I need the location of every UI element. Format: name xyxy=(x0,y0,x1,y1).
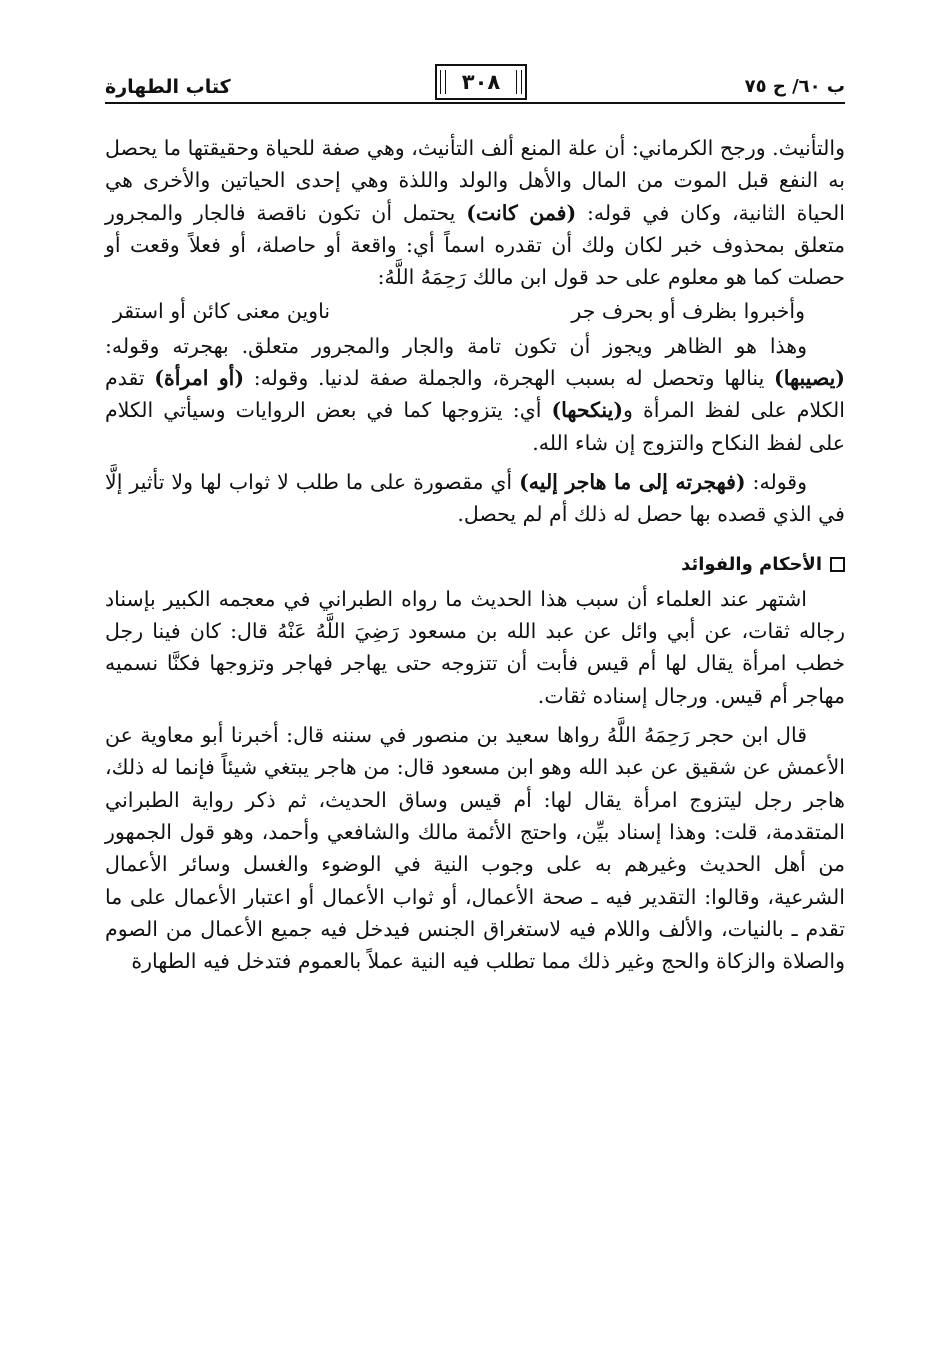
paragraph-3: وقوله: (فهجرته إلى ما هاجر إليه) أي مقصورة على ما طلب لا ثواب لها ولا تأثير إلَّا في الذي قصده بها حصل له ذلك أم لم يحصل. xyxy=(105,469,845,527)
quoted-phrase: (فمن كانت) xyxy=(466,200,577,225)
verse-first-half: وأخبروا بظرف أو بحرف جر xyxy=(571,299,805,324)
paragraph-1: والتأنيث. ورجح الكرماني: أن علة المنع ألف التأنيث، وهي صفة للحياة وحقيقتها ما يحصل به النفع قبل الموت من المال والأهل والولد واللذة وهي إحدى الحياتين والأخرى هي الحياة الثانية، وكان في قوله: (فمن كانت) يحتمل أن تكون ناقصة فالجار والمجرور متعلق بمحذوف خبر لكان ولك أن تقدره اسماً أي: واقعة أو حاصلة، أو فعلاً وقعت أو حصلت كما هو معلوم على حد قول ابن مالك رَحِمَهُ اللَّهُ: xyxy=(105,136,846,290)
verse-second-half: ناوين معنى كائن أو استقر xyxy=(113,299,331,324)
section-heading-label: الأحكام والفوائد xyxy=(681,553,822,575)
section-heading xyxy=(105,549,845,581)
header-divider xyxy=(105,102,845,104)
page-body xyxy=(105,132,845,977)
paragraph-4: اشتهر عند العلماء أن سبب هذا الحديث ما رواه الطبراني في معجمه الكبير بإسناد رجاله ثقات، عن أبي وائل عن عبد الله بن مسعود رَضِيَ اللَّهُ عَنْهُ قال: كان فينا رجل خطب امرأة يقال لها أم قيس فأبت أن تتزوجه حتى يهاجر فهاجر وتزوجها فكنَّا نسميه مهاجر أم قيس. ورجال إسناده ثقات. xyxy=(105,586,845,708)
square-outline-icon xyxy=(830,557,845,572)
poetry-verse xyxy=(105,295,845,327)
paragraph-5: قال ابن حجر رَحِمَهُ اللَّهُ رواها سعيد بن منصور في سننه قال: أخبرنا أبو معاوية عن الأعمش عن شقيق عن عبد الله وهو ابن مسعود قال: من هاجر يبتغي شيئاً فإنما له ذلك، هاجر رجل ليتزوج امرأة يقال لها: أم قيس وساق الحديث، ثم ذكر رواية الطبراني المتقدمة، قلت: وهذا إسناد بيِّن، واحتج الأئمة مالك والشافعي وأحمد، وهو قول الجمهور من أهل الحديث وغيرهم به على وجوب النية في الوضوء والغسل وسائر الأعمال الشرعية، وقالوا: التقدير فيه ـ صحة الأعمال، أو ثواب الأعمال أو اعتبار الأعمال على ما تقدم ـ بالنيات، والألف واللام فيه لاستغراق الجنس فيدخل فيه جميع الأعمال من الصوم والصلاة والزكاة والحج وغير ذلك مما تطلب فيه النية عملاً بالعموم فتدخل فيه الطهارة xyxy=(105,723,845,974)
book-page xyxy=(105,58,845,977)
quoted-phrase: (يصيبها) xyxy=(774,366,845,391)
book-title: كتاب الطهارة xyxy=(105,76,231,98)
page-number: ٣٠٨ xyxy=(435,64,527,100)
quoted-phrase: (فهجرته إلى ما هاجر إليه) xyxy=(519,469,746,494)
hadith-reference: ب ٦٠/ ح ٧٥ xyxy=(744,76,845,97)
paragraph-2: وهذا هو الظاهر ويجوز أن تكون تامة والجار والمجرور متعلق. بهجرته وقوله: (يصيبها) ينالها وتحصل له بسبب الهجرة، والجملة صفة لدنيا. وقوله: (أو امرأة) تقدم الكلام على لفظ المرأة و(ينكحها) أي: يتزوجها كما في بعض الروايات وسيأتي الكلام على لفظ النكاح والتزوج إن شاء الله. xyxy=(105,333,845,455)
quoted-phrase: (ينكحها) xyxy=(551,398,624,423)
quoted-phrase: (أو امرأة) xyxy=(154,366,245,391)
page-header xyxy=(105,58,845,108)
